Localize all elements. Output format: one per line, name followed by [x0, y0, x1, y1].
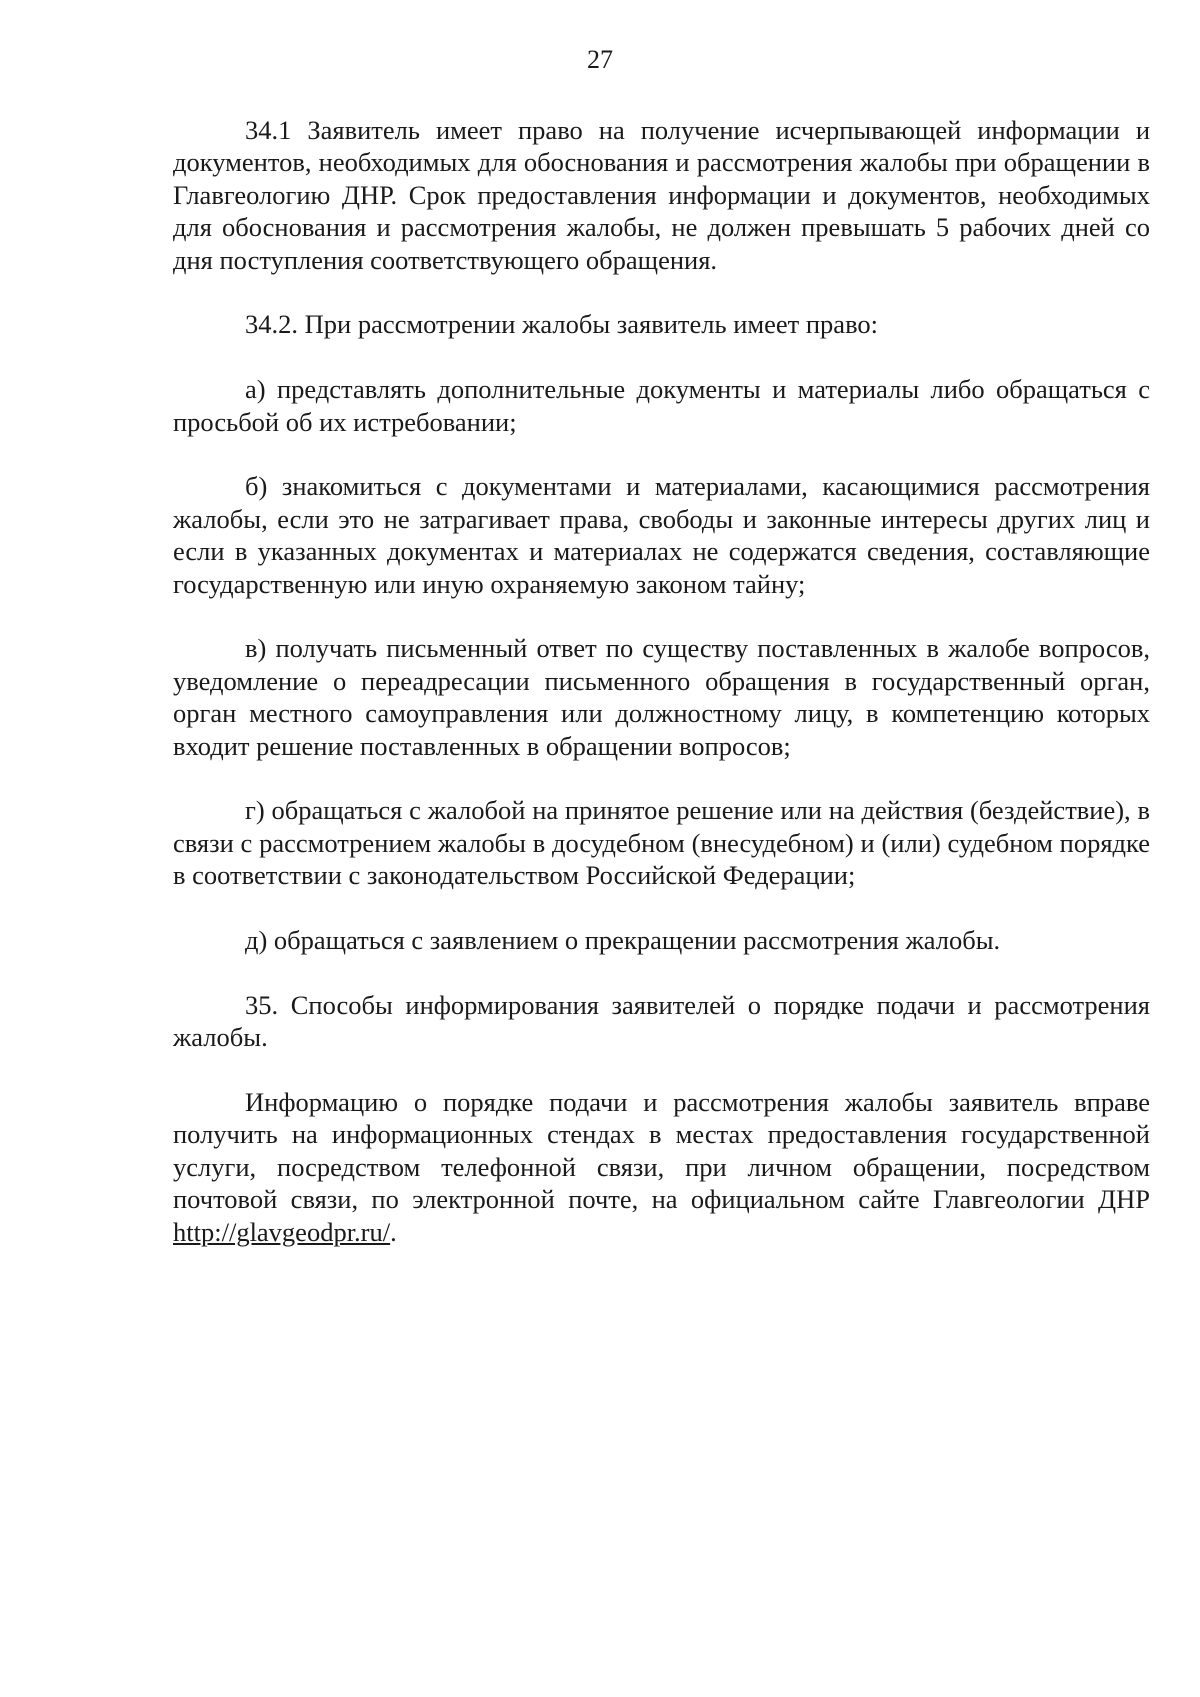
website-link[interactable]: http://glavgeodpr.ru/	[173, 1216, 391, 1247]
page-number: 27	[587, 45, 613, 74]
paragraph-35: 35. Способы информирования заявителей о порядке подачи и рассмотрения жалобы.	[173, 989, 1150, 1053]
paragraph-item-v: в) получать письменный ответ по существу поставленных в жалобе вопросов, уведомление о переадресации письменного обращения в государственный орган, орган местного самоуправления или должностному лицу, в компетенцию которых входит решение поставленных в обращении вопросов;	[173, 633, 1150, 761]
paragraph-information	[173, 1086, 1150, 1248]
paragraph-item-d: д) обращаться с заявлением о прекращении рассмотрения жалобы.	[245, 925, 1001, 956]
paragraph-item-a: а) представлять дополнительные документы и материалы либо обращаться с просьбой об их истребовании;	[173, 374, 1150, 437]
paragraph-item-b: б) знакомиться с документами и материалами, касающимися рассмотрения жалобы, если это не затрагивает права, свободы и законные интересы других лиц и если в указанных документах и материалах не содержатся сведения, составляющие государственную или иную охраняемую законом тайну;	[173, 471, 1150, 599]
document-body	[173, 114, 1150, 1248]
paragraph-34-2: 34.2. При рассмотрении жалобы заявитель имеет право:	[245, 309, 879, 340]
information-text: Информацию о порядке подачи и рассмотрения жалобы заявитель вправе получить на информационных стендах в местах предоставления государственной услуги, посредством телефонной связи, при личном обращении, посредством почтовой связи, по электронной почте, на официальном сайте Главгеологии ДНР	[173, 1087, 1150, 1215]
information-text-end: .	[390, 1216, 397, 1247]
paragraph-34-1: 34.1 Заявитель имеет право на получение исчерпывающей информации и документов, необходимых для обоснования и рассмотрения жалобы при обращении в Главгеологию ДНР. Срок предоставления информации и документов, необходимых для обоснования и рассмотрения жалобы, не должен превышать 5 рабочих дней со дня поступления соответствующего обращения.	[173, 115, 1150, 275]
paragraph-item-g: г) обращаться с жалобой на принятое решение или на действия (бездействие), в связи с рассмотрением жалобы в досудебном (внесудебном) и (или) судебном порядке в соответствии с законодательством Российской Федерации;	[173, 795, 1150, 891]
